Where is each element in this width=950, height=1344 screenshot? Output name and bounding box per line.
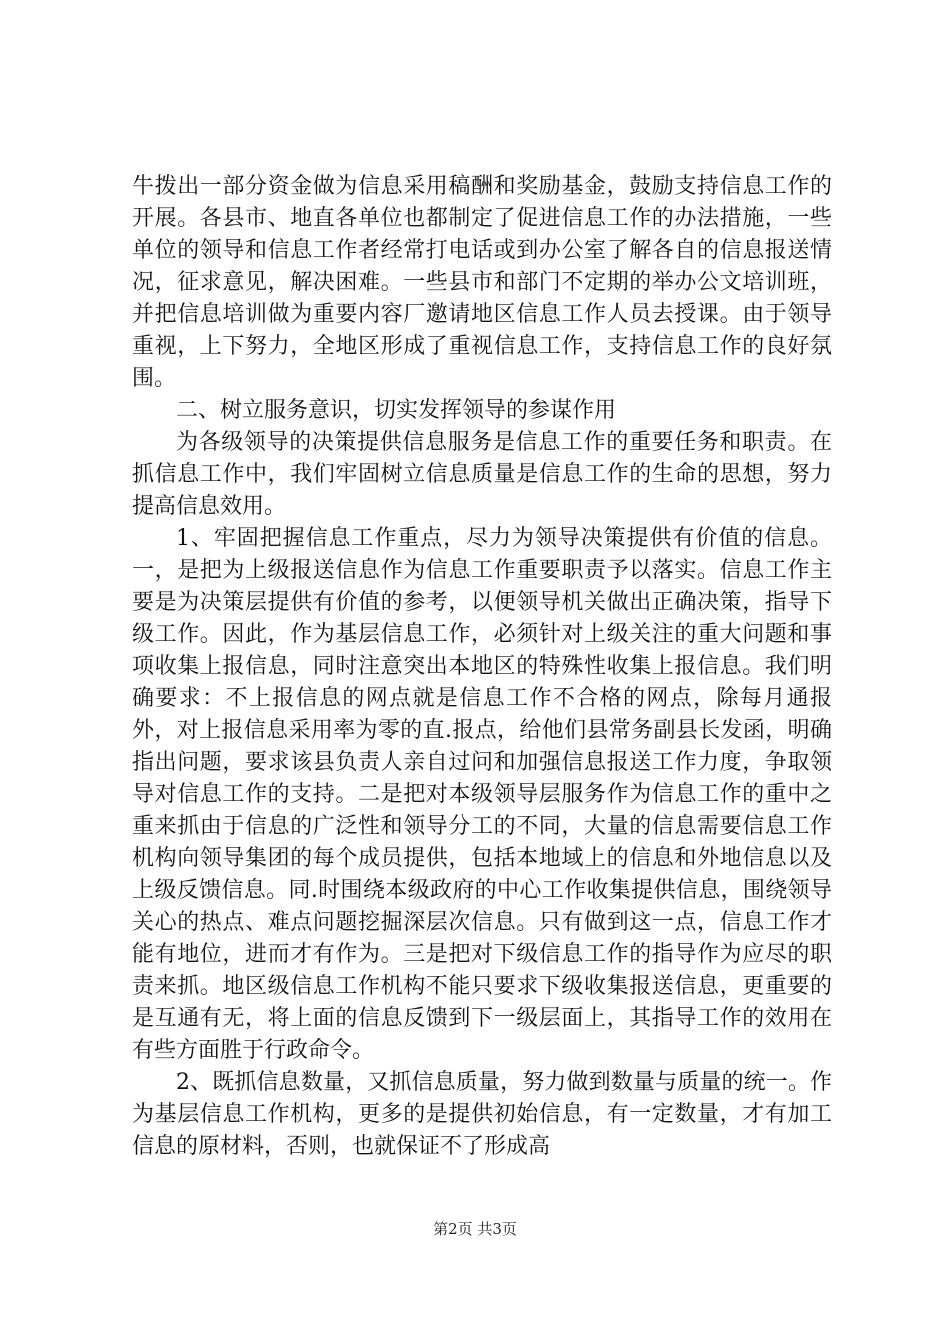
paragraph-point-1: 1、牢固把握信息工作重点，尽力为领导决策提供有价值的信息。一，是把为上级报送信息作为信息工作重要职责予以落实。信息工作主要是为决策层提供有价值的参考，以便领导机关做出正确决策，指导下级工作。因此，作为基层信息工作，必须针对上级关注的重大问题和事项收集上报信息，同时注意突出本地区的特殊性收集上报信息。我们明确要求：不上报信息的网点就是信息工作不合格的网点，除每月通报外，对上报信息采用率为零的直.报点，给他们县常务副县长发函，明确指出问题，要求该县负责人亲自过问和加强信息报送工作力度，争取领导对信息工作的支持。二是把对本级领导层服务作为信息工作的重中之重来抓由于信息的广泛性和领导分工的不同，大量的信息需要信息工作机构向领导集团的每个成员提供，包括本地域上的信息和外地信息以及上级反馈信息。同.时围绕本级政府的中心工作收集提供信息，围绕领导关心的热点、难点问题挖掘深层次信息。只有做到这一点，信息工作才能有地位，进而才有作为。三是把对下级信息工作的指导作为应尽的职责来抓。地区级信息工作机构不能只要求下级收集报送信息，更重要的是互通有无，将上面的信息反馈到下一级层面上，其指导工作的效用在有些方面胜于行政命令。: [132, 526, 832, 1063]
page-number-footer: 第2页 共3页: [433, 1220, 517, 1238]
paragraph-point-2: 2、既抓信息数量，又抓信息质量，努力做到数量与质量的统一。作为基层信息工作机构，更多的是提供初始信息，有一定数量，才有加工信息的原材料，否则，也就保证不了形成高: [132, 1070, 832, 1159]
paragraph-decision-support: 为各级领导的决策提供信息服务是信息工作的重要任务和职责。在抓信息工作中，我们牢固树立信息质量是信息工作的生命的思想，努力提高信息效用。: [132, 430, 832, 519]
section-heading-service-awareness: 二、树立服务意识，切实发挥领导的参谋作用: [176, 398, 617, 423]
paragraph-funding: 牛拨出一部分资金做为信息采用稿酬和奖励基金，鼓励支持信息工作的开展。各县市、地直各单位也都制定了促进信息工作的办法措施，一些单位的领导和信息工作者经常打电话或到办公室了解各自的信息报送情况，征求意见，解决困难。一些县市和部门不定期的举办公文培训班，并把信息培训做为重要内容厂邀请地区信息工作人员去授课。由于领导重视，上下努力，全地区形成了重视信息工作，支持信息工作的良好氛围。: [132, 174, 832, 391]
document-body: [132, 171, 832, 1163]
